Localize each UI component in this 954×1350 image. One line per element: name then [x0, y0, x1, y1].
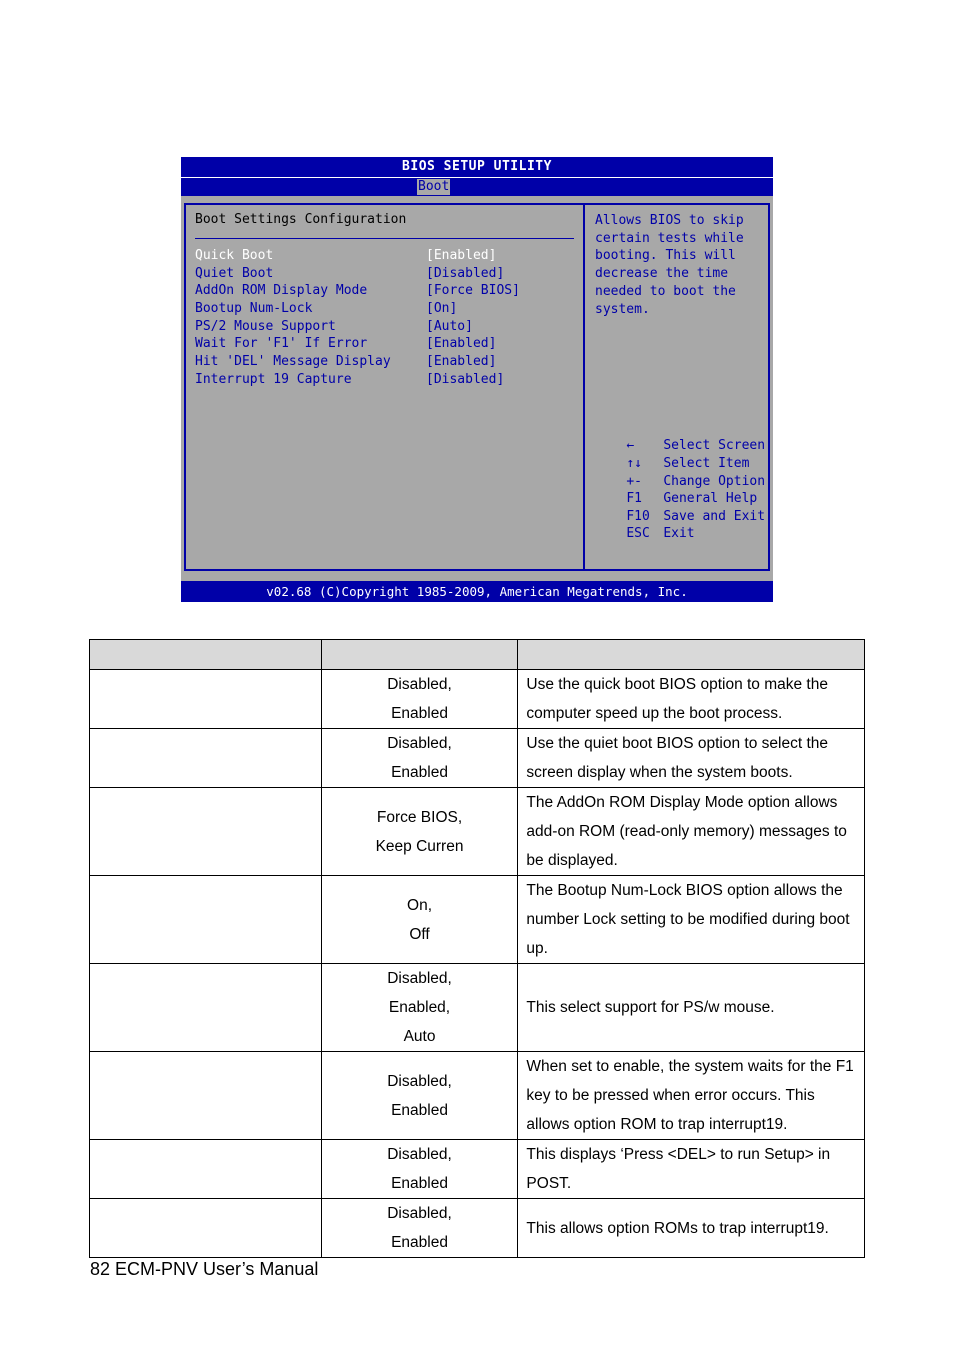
cell-values	[321, 788, 518, 876]
key-action: Select Item	[663, 456, 750, 471]
tab-boot[interactable]: Boot	[418, 179, 450, 194]
value-line: Disabled,	[387, 735, 452, 752]
value-line: Enabled	[391, 1101, 448, 1119]
option-label-addon-rom[interactable]: AddOn ROM Display Mode	[195, 283, 368, 298]
option-value-num-lock[interactable]: [On]	[426, 301, 458, 316]
cell-description: Use the quick boot BIOS option to make the computer speed up the boot process.	[518, 670, 865, 729]
section-rule	[195, 238, 574, 239]
cell-values	[321, 1199, 518, 1258]
cell-description: The Bootup Num-Lock BIOS option allows the number Lock setting to be modified during boot up.	[518, 876, 865, 964]
cell-option	[90, 788, 322, 876]
cell-values	[321, 1140, 518, 1199]
option-value-wait-f1[interactable]: [Enabled]	[426, 336, 497, 351]
cell-option	[90, 670, 322, 729]
value-line: Disabled,	[387, 1205, 452, 1222]
cell-option	[90, 1199, 322, 1258]
bios-screenshot	[181, 157, 773, 602]
key-action: Exit	[663, 526, 695, 541]
cell-option	[90, 729, 322, 788]
cell-option	[90, 876, 322, 964]
cell-values	[321, 729, 518, 788]
section-title: Boot Settings Configuration	[195, 212, 407, 227]
option-label-quiet-boot[interactable]: Quiet Boot	[195, 266, 274, 281]
cell-values	[321, 670, 518, 729]
up-down-arrow-key: ↑↓	[626, 456, 642, 471]
cell-option	[90, 964, 322, 1052]
page-footer: 82 ECM-PNV User’s Manual	[90, 1259, 319, 1279]
value-line: Auto	[403, 1028, 436, 1045]
key-action: Change Option	[663, 474, 766, 489]
value-line: On,	[407, 896, 433, 914]
bios-panel-divider	[583, 203, 585, 571]
value-line: Off	[409, 925, 430, 943]
options-table	[89, 639, 865, 1258]
header-description	[518, 640, 865, 670]
plus-minus-key: +-	[626, 474, 642, 489]
option-label-quick-boot[interactable]: Quick Boot	[195, 248, 274, 263]
cell-description: When set to enable, the system waits for the F1 key to be pressed when error occurs. This allows option ROM to trap interrupt19.	[518, 1052, 865, 1140]
key-action: Save and Exit	[663, 509, 766, 524]
bios-tab-bar	[181, 177, 773, 196]
option-value-ps2-mouse[interactable]: [Auto]	[426, 319, 473, 334]
cell-description: The AddOn ROM Display Mode option allows add-on ROM (read-only memory) messages to be displayed.	[518, 788, 865, 876]
header-option	[90, 640, 322, 670]
f10-key: F10	[626, 509, 650, 524]
table-row	[90, 876, 865, 964]
cell-values	[321, 964, 518, 1052]
f1-key: F1	[626, 491, 642, 506]
option-value-interrupt-19[interactable]: [Disabled]	[426, 372, 505, 387]
value-line: Disabled,	[387, 970, 452, 987]
value-line: Keep Curren	[375, 837, 464, 855]
option-label-wait-f1[interactable]: Wait For 'F1' If Error	[195, 336, 368, 351]
value-line: Disabled,	[387, 1146, 452, 1163]
value-line: Enabled	[391, 1234, 448, 1251]
option-label-interrupt-19[interactable]: Interrupt 19 Capture	[195, 372, 352, 387]
table-row	[90, 670, 865, 729]
table-row	[90, 964, 865, 1052]
cell-values	[321, 1052, 518, 1140]
key-action: General Help	[663, 491, 758, 506]
table-row	[90, 729, 865, 788]
bios-title: BIOS SETUP UTILITY	[181, 157, 773, 177]
cell-option	[90, 1140, 322, 1199]
header-values	[321, 640, 518, 670]
table-row	[90, 1140, 865, 1199]
option-value-hit-del[interactable]: [Enabled]	[426, 354, 497, 369]
option-label-num-lock[interactable]: Bootup Num-Lock	[195, 301, 313, 316]
option-label-hit-del[interactable]: Hit 'DEL' Message Display	[195, 354, 391, 369]
table-row	[90, 1199, 865, 1258]
cell-values	[321, 876, 518, 964]
table-header-row	[90, 640, 865, 670]
value-line: Force BIOS,	[376, 808, 463, 826]
bios-footer: v02.68 (C)Copyright 1985-2009, American Megatrends, Inc.	[181, 581, 773, 602]
left-arrow-key: ←	[626, 438, 635, 453]
cell-description: Use the quiet boot BIOS option to select the screen display when the system boots.	[518, 729, 865, 788]
key-row-exit	[595, 511, 695, 556]
option-label-ps2-mouse[interactable]: PS/2 Mouse Support	[195, 319, 336, 334]
value-line: Enabled	[391, 764, 448, 781]
esc-key: ESC	[626, 526, 650, 541]
option-value-addon-rom[interactable]: [Force BIOS]	[426, 283, 520, 298]
value-line: Enabled	[391, 1175, 448, 1192]
table-row	[90, 1052, 865, 1140]
option-value-quick-boot[interactable]: [Enabled]	[426, 248, 497, 263]
option-value-quiet-boot[interactable]: [Disabled]	[426, 266, 505, 281]
value-line: Disabled,	[387, 676, 452, 693]
table-row	[90, 788, 865, 876]
cell-description: This displays ‘Press <DEL> to run Setup> in POST.	[518, 1140, 865, 1199]
cell-description: This select support for PS/w mouse.	[518, 964, 865, 1052]
value-line: Disabled,	[387, 1072, 452, 1090]
key-action: Select Screen	[663, 438, 766, 453]
value-line: Enabled,	[388, 999, 451, 1016]
cell-option	[90, 1052, 322, 1140]
cell-description: This allows option ROMs to trap interrupt19.	[518, 1199, 865, 1258]
help-text: Allows BIOS to skip certain tests while booting. This will decrease the time needed to boot the system.	[595, 213, 744, 317]
value-line: Enabled	[391, 705, 448, 722]
